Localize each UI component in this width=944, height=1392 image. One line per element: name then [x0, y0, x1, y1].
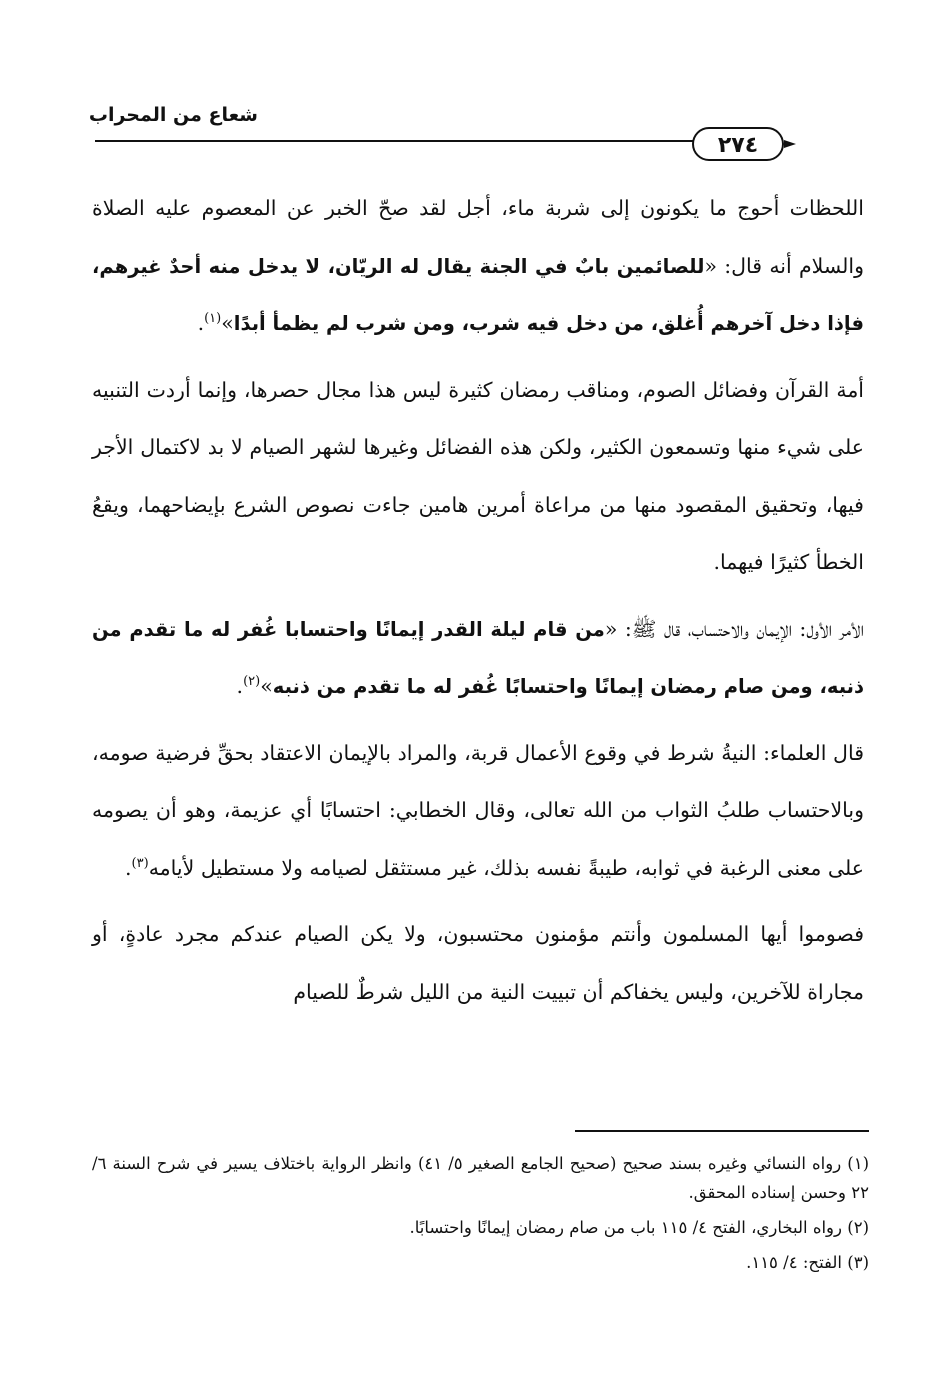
text-span: فصوموا أيها المسلمون وأنتم مؤمنون محتسبون، ولا يكن الصيام عندكم مجرد عادةٍ، أو مجاراة للآخرين، وليس يخفاكم أن تبييت النية من الليل شرطٌ للصيام — [92, 922, 864, 1004]
text-span: . — [197, 311, 205, 335]
footnotes — [92, 1149, 869, 1283]
paragraph-5 — [92, 906, 864, 1021]
text-span: » — [260, 674, 273, 698]
paragraph-3 — [92, 601, 864, 716]
quote-text: من قام ليلة القدر إيمانًا واحتسابا غُفر له ما تقدم من ذنبه، ومن صام رمضان إيمانًا واحتسابًا غُفر له ما تقدم من ذنبه — [92, 617, 864, 698]
footnote-ref: (٢) — [243, 674, 261, 690]
footnote-3: (٣) الفتح: ٤/ ١١٥. — [746, 1253, 869, 1272]
text-span: قال العلماء: النيةُ شرط في وقوع الأعمال قربة، والمراد بالإيمان الاعتقاد بحقِّ فرضية صومه، وبالاحتساب طلبُ الثواب من الله تعالى، وقال الخطابي: احتسابًا أي عزيمة، وهو أن يصومه على معنى الرغبة في ثوابه، طيبةً نفسه بذلك، غير مستثقل لصيامه ولا مستطيل لأيامه — [92, 740, 864, 880]
text-span: أمة القرآن وفضائل الصوم، ومناقب رمضان كثيرة ليس هذا مجال حصرها، وإنما أردت التنبيه على شيء منها وتسمعون الكثير، ولكن هذه الفضائل وغيرها لشهر الصيام لا بد لاكتمال الأجر فيها، وتحقيق المقصود منها من مراعاة أمرين هامين جاءت نصوص الشرع بإيضاحهما، ويقعُ الخطأ كثيرًا فيهما. — [92, 377, 864, 574]
paragraph-4 — [92, 725, 864, 898]
paragraph-1 — [92, 180, 864, 353]
text-span: » — [221, 311, 234, 335]
footnote-ref: (٣) — [131, 855, 149, 871]
quote-text: للصائمين بابٌ في الجنة يقال له الريّان، لا يدخل منه أحدٌ غيرهم، فإذا دخل آخرهم أُغلق، من دخل فيه شرب، ومن شرب لم يظمأ أبدًا — [92, 254, 864, 335]
header-rule — [95, 140, 695, 142]
footnote-ref: (١) — [204, 311, 222, 327]
text-span: . — [236, 674, 244, 698]
running-title: شعاع من المحراب — [88, 104, 258, 126]
text-span: اللحظات أحوج ما يكونون إلى شربة ماء، أجل لقد صحّ الخبر عن المعصوم عليه الصلاة والسلام أنه قال: « — [92, 196, 864, 278]
footnote-2: (٢) رواه البخاري، الفتح ٤/ ١١٥ باب من صام رمضان إيمانًا واحتسابًا. — [409, 1218, 869, 1237]
body-text — [92, 180, 864, 1021]
text-span: الأمر الأول: الإيمان والاحتساب، قال ﷺ: « — [604, 616, 864, 641]
text-span: . — [125, 855, 132, 880]
footnote-rule — [575, 1130, 869, 1132]
page-number: ٢٧٤ — [692, 127, 784, 161]
paragraph-2 — [92, 362, 864, 592]
footnote-1: (١) رواه النسائي وغيره بسند صحيح (صحيح الجامع الصغير ٥/ ٤١) وانظر الرواية باختلاف يسير في شرح السنة ٦/ ٢٢ وحسن إسناده المحقق. — [92, 1154, 869, 1202]
page-number-arrow-icon — [784, 140, 796, 148]
